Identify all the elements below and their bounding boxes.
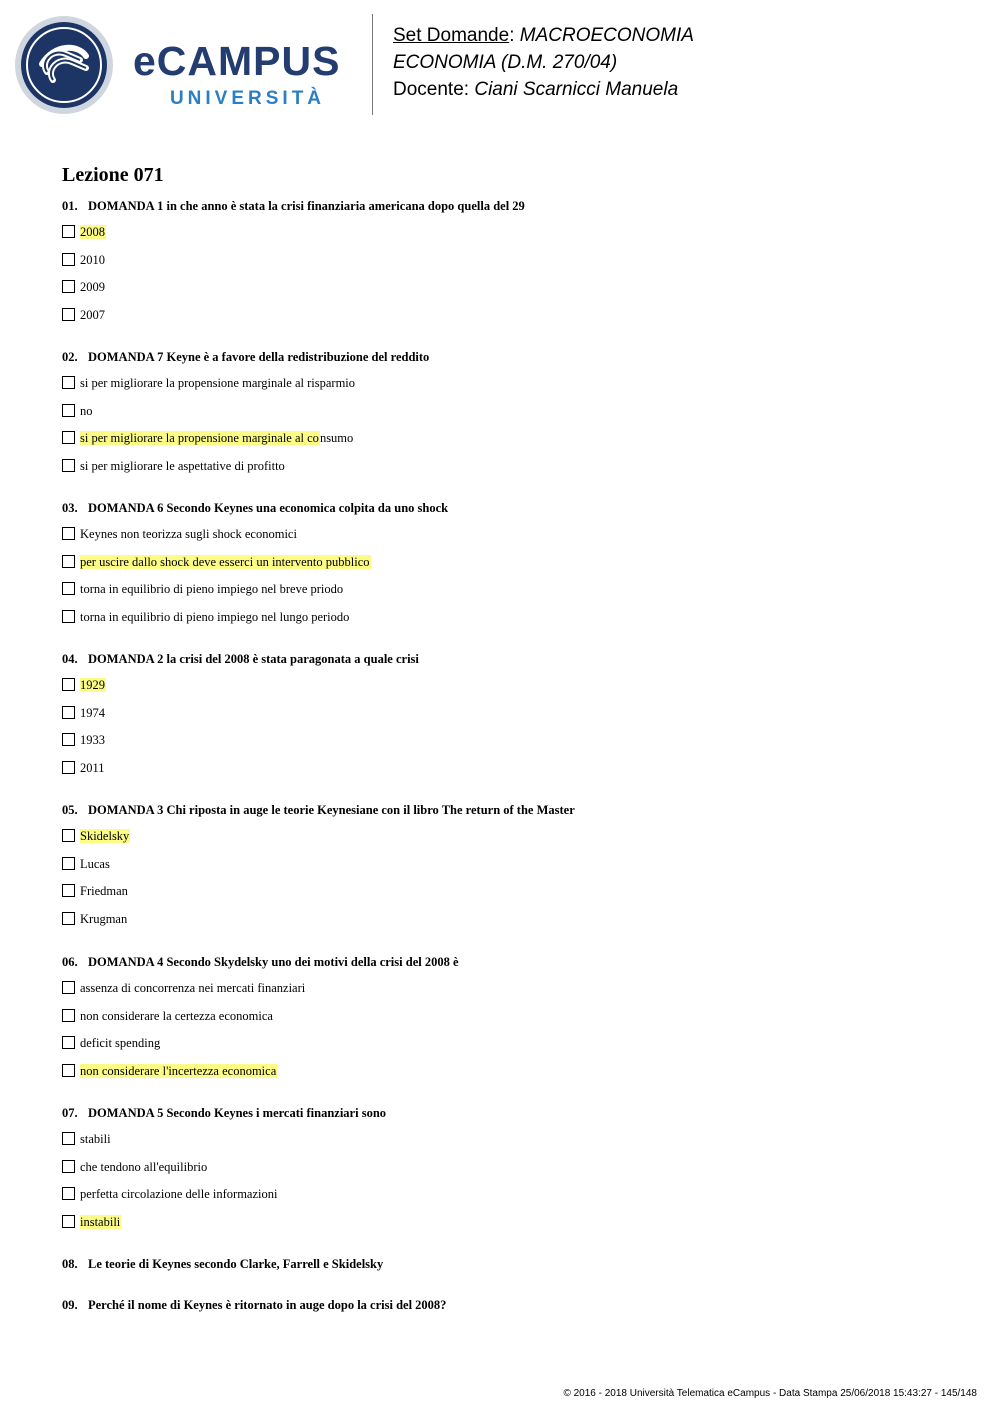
answer-checkbox[interactable] [62,829,75,842]
answer-option[interactable] [62,307,942,324]
question-text: DOMANDA 3 Chi riposta in auge le teorie Keynesiane con il libro The return of the Master [88,803,575,817]
answer-option[interactable] [62,856,942,873]
question-block [62,802,942,928]
logo-subtitle: UNIVERSITÀ [169,88,326,109]
answer-option[interactable] [62,554,942,571]
answer-text: 1933 [80,733,105,748]
answer-label [80,732,105,749]
highlighted-answer-text: per uscire dallo shock deve esserci un intervento pubblico [80,554,370,569]
answer-text: stabili [80,1132,111,1146]
header-divider [372,14,373,115]
answer-text: si per migliorare le aspettative di profitto [80,458,285,473]
answer-option[interactable] [62,224,942,241]
answer-label [80,677,106,694]
answer-label [80,526,297,543]
answer-option[interactable] [62,279,942,296]
answer-checkbox[interactable] [62,225,75,238]
teacher-name: Ciani Scarnicci Manuela [474,79,679,100]
answer-checkbox[interactable] [62,253,75,266]
question-block [62,349,942,475]
answer-label [80,403,93,420]
answer-label [80,1008,273,1025]
answer-checkbox[interactable] [62,981,75,994]
question-heading [62,198,942,214]
answer-checkbox[interactable] [62,761,75,774]
answer-checkbox[interactable] [62,1036,75,1049]
teacher-label: Docente [393,79,464,100]
answer-checkbox[interactable] [62,308,75,321]
answer-text: si per migliorare la propensione marginale al risparmio [80,376,356,390]
question-number: 06. [62,955,78,969]
answer-checkbox[interactable] [62,431,75,444]
answer-label [80,1131,111,1148]
answer-label [80,252,105,269]
answer-text: Friedman [80,884,128,899]
question-number: 04. [62,652,78,666]
question-text: Le teorie di Keynes secondo Clarke, Farrell e Skidelsky [88,1257,384,1271]
answer-checkbox[interactable] [62,582,75,595]
answer-checkbox[interactable] [62,404,75,417]
course-subtitle: ECONOMIA (D.M. 270/04) [393,52,618,73]
highlighted-answer-text: Skidelsky [80,829,130,843]
question-text: DOMANDA 1 in che anno è stata la crisi finanziaria americana dopo quella del 29 [88,199,525,213]
answer-checkbox[interactable] [62,733,75,746]
answer-checkbox[interactable] [62,555,75,568]
question-number: 03. [62,501,78,515]
question-heading [62,1256,942,1272]
answer-text: 1974 [80,705,105,720]
answer-text: 2011 [80,760,105,775]
answer-option[interactable] [62,677,942,694]
answer-label [80,1159,207,1176]
page-footer: © 2016 - 2018 Università Telematica eCampus - Data Stampa 25/06/2018 15:43:27 - 145/148 [563,1388,977,1399]
answer-option[interactable] [62,1214,942,1231]
answer-text: Lucas [80,856,110,871]
answer-option[interactable] [62,458,942,475]
answer-option[interactable] [62,980,942,997]
question-heading [62,349,942,365]
question-text: DOMANDA 7 Keyne è a favore della redistribuzione del reddito [88,350,430,364]
answer-option[interactable] [62,883,942,900]
answer-checkbox[interactable] [62,1064,75,1077]
answer-option[interactable] [62,430,942,447]
answer-label [80,705,105,722]
answer-option[interactable] [62,828,942,845]
question-number: 01. [62,199,78,213]
question-text: DOMANDA 5 Secondo Keynes i mercati finanziari sono [88,1106,387,1120]
answer-checkbox[interactable] [62,706,75,719]
answer-label [80,828,130,845]
highlighted-answer-text: 2008 [80,225,105,239]
answer-option[interactable] [62,252,942,269]
answer-text: perfetta circolazione delle informazioni [80,1187,278,1202]
set-label: Set Domande [393,25,510,46]
answer-option[interactable] [62,705,942,722]
answer-label [80,911,127,928]
answer-label [80,581,343,598]
question-heading [62,500,942,516]
question-block [62,651,942,777]
question-number: 05. [62,803,78,817]
question-heading [62,1297,942,1313]
answer-checkbox[interactable] [62,857,75,870]
question-heading [62,651,942,667]
question-number: 09. [62,1298,78,1312]
ecampus-emblem-icon [14,14,124,116]
header-info [393,22,694,103]
answer-option[interactable] [62,1035,942,1052]
answer-label [80,307,105,324]
question-number: 08. [62,1257,78,1271]
answer-option[interactable] [62,760,942,777]
answer-option[interactable] [62,1159,942,1176]
answer-text: 2009 [80,280,105,295]
highlighted-answer-text: si per migliorare la propensione marginale al co [80,431,319,446]
answer-option[interactable] [62,1131,942,1148]
answer-checkbox[interactable] [62,884,75,897]
answer-checkbox[interactable] [62,610,75,623]
answer-text: che tendono all'equilibrio [80,1159,208,1174]
question-text: DOMANDA 2 la crisi del 2008 è stata paragonata a quale crisi [88,652,419,666]
answer-option[interactable] [62,732,942,749]
answer-checkbox[interactable] [62,280,75,293]
question-block [62,1105,942,1231]
answer-label [80,224,106,241]
question-number: 02. [62,350,78,364]
highlighted-answer-text: instabili [80,1214,121,1229]
answer-checkbox[interactable] [62,459,75,472]
answer-text: torna in equilibrio di pieno impiego nel lungo periodo [80,609,350,624]
answer-text: non considerare la certezza economica [80,1008,273,1023]
answer-option[interactable] [62,526,942,543]
answer-text: 2007 [80,307,105,322]
answer-option[interactable] [62,911,942,928]
answer-checkbox[interactable] [62,527,75,540]
answer-checkbox[interactable] [62,678,75,691]
question-heading [62,1105,942,1121]
answer-text: Krugman [80,911,128,926]
answer-text: deficit spending [80,1036,161,1051]
answer-label [80,609,349,626]
answer-option[interactable] [62,581,942,598]
highlighted-answer-text: 1929 [80,678,105,692]
question-block [62,500,942,626]
answer-text: torna in equilibrio di pieno impiego nel breve priodo [80,582,344,597]
answer-text: no [80,403,93,418]
answer-checkbox[interactable] [62,1215,75,1228]
lesson-title: Lezione 071 [62,164,164,186]
answer-option[interactable] [62,1063,942,1080]
set-line [393,22,694,49]
question-text: DOMANDA 4 Secondo Skydelsky uno dei motivi della crisi del 2008 è [88,955,459,969]
answer-label [80,430,353,447]
answer-label [80,1063,277,1080]
answer-option[interactable] [62,1008,942,1025]
question-block [62,1297,942,1313]
answer-checkbox[interactable] [62,1187,75,1200]
answer-label [80,554,371,571]
question-block [62,954,942,1080]
answer-option[interactable] [62,403,942,420]
answer-checkbox[interactable] [62,376,75,389]
logo-wordmark: eCAMPUS [133,38,341,84]
set-separator: : [509,25,515,46]
answer-label [80,1186,277,1203]
question-block [62,1256,942,1272]
answer-checkbox[interactable] [62,1132,75,1145]
answer-checkbox[interactable] [62,1009,75,1022]
answer-text: nsumo [319,431,354,446]
answer-checkbox[interactable] [62,912,75,925]
answer-label [80,883,128,900]
teacher-line [393,76,694,103]
question-number: 07. [62,1106,78,1120]
answer-label [80,1214,121,1231]
answer-option[interactable] [62,1186,942,1203]
question-text: Perché il nome di Keynes è ritornato in auge dopo la crisi del 2008? [88,1298,447,1312]
answer-label [80,1035,160,1052]
answer-text: assenza di concorrenza nei mercati finanziari [80,981,306,995]
highlighted-answer-text: non considerare l'incertezza economica [80,1063,277,1078]
answer-checkbox[interactable] [62,1160,75,1173]
question-heading [62,954,942,970]
question-text: DOMANDA 6 Secondo Keynes una economica colpita da uno shock [88,501,449,515]
question-heading [62,802,942,818]
answer-label [80,375,355,392]
answer-label [80,856,110,873]
answer-option[interactable] [62,609,942,626]
answer-text: Keynes non teorizza sugli shock economici [80,527,297,541]
answer-label [80,980,305,997]
answer-option[interactable] [62,375,942,392]
course-title: MACROECONOMIA [519,25,694,46]
teacher-separator: : [463,79,470,100]
answer-label [80,279,105,296]
question-block [62,198,942,324]
answer-label [80,458,285,475]
answer-label [80,760,105,777]
answer-text: 2010 [80,252,105,267]
